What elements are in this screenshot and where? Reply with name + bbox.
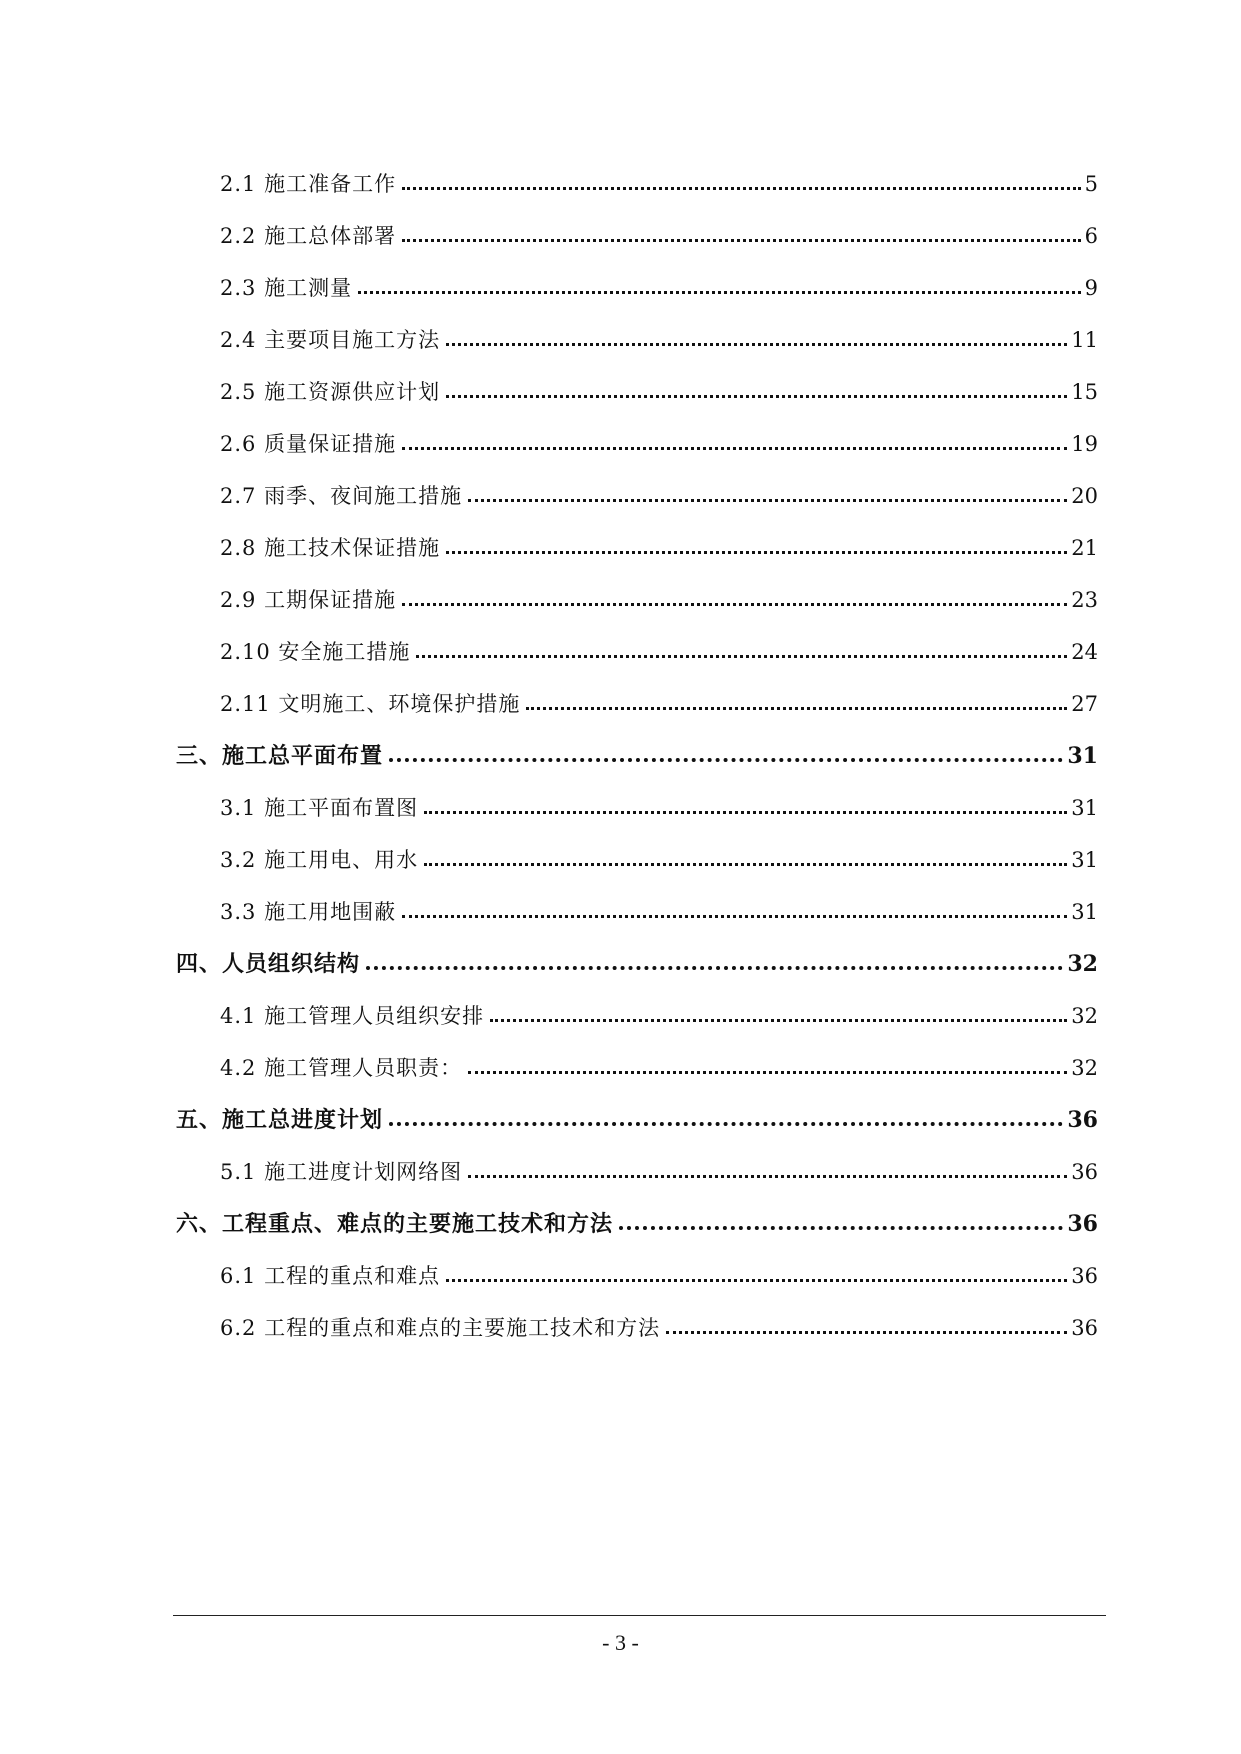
toc-chapter-entry[interactable] <box>0 1094 1241 1146</box>
toc-entry-title: 3.3 施工用地围蔽 <box>220 900 397 924</box>
toc-entry-title: 2.2 施工总体部署 <box>220 224 397 248</box>
toc-entry-title: 6.2 工程的重点和难点的主要施工技术和方法 <box>220 1316 661 1340</box>
toc-entry-title: 3.2 施工用电、用水 <box>220 848 419 872</box>
toc-entry[interactable] <box>0 522 1241 574</box>
toc-entry-page: 23 <box>1071 588 1098 612</box>
toc-dot-leader <box>389 1122 1063 1126</box>
toc-entry[interactable] <box>0 210 1241 262</box>
toc-entry-page: 9 <box>1084 276 1098 300</box>
toc-chapter-entry[interactable] <box>0 1198 1241 1250</box>
toc-entry-page: 36 <box>1071 1160 1098 1184</box>
toc-dot-leader <box>402 603 1067 606</box>
toc-chapter-page: 32 <box>1067 951 1098 977</box>
toc-entry-page: 20 <box>1071 484 1098 508</box>
toc-dot-leader <box>402 239 1081 242</box>
toc-entry-page: 11 <box>1071 328 1098 352</box>
toc-dot-leader <box>446 1279 1067 1282</box>
page-number: - 3 - <box>602 1630 639 1655</box>
toc-entry-page: 36 <box>1071 1264 1098 1288</box>
toc-entry[interactable] <box>0 158 1241 210</box>
toc-dot-leader <box>619 1226 1063 1230</box>
toc-entry-title: 2.5 施工资源供应计划 <box>220 380 441 404</box>
toc-chapter-entry[interactable] <box>0 938 1241 990</box>
toc-entry[interactable] <box>0 470 1241 522</box>
toc-entry[interactable] <box>0 834 1241 886</box>
toc-entry-page: 15 <box>1071 380 1098 404</box>
toc-entry[interactable] <box>0 418 1241 470</box>
toc-chapter-title: 五、施工总进度计划 <box>176 1107 384 1133</box>
toc-entry-page: 31 <box>1071 900 1098 924</box>
toc-entry[interactable] <box>0 626 1241 678</box>
toc-entry-title: 2.9 工期保证措施 <box>220 588 397 612</box>
toc-dot-leader <box>358 291 1081 294</box>
toc-entry-page: 32 <box>1071 1056 1098 1080</box>
toc-entry[interactable] <box>0 886 1241 938</box>
toc-entry-page: 32 <box>1071 1004 1098 1028</box>
toc-chapter-entry[interactable] <box>0 730 1241 782</box>
toc-entry[interactable] <box>0 1146 1241 1198</box>
toc-entry[interactable] <box>0 1302 1241 1354</box>
toc-dot-leader <box>526 707 1067 710</box>
toc-dot-leader <box>446 395 1067 398</box>
toc-dot-leader <box>666 1331 1067 1334</box>
toc-entry-page: 36 <box>1071 1316 1098 1340</box>
toc-entry-title: 4.1 施工管理人员组织安排 <box>220 1004 485 1028</box>
toc-dot-leader <box>468 1175 1067 1178</box>
toc-chapter-page: 36 <box>1067 1107 1098 1133</box>
toc-entry-title: 3.1 施工平面布置图 <box>220 796 419 820</box>
footer-divider <box>173 1615 1106 1616</box>
toc-entry-page: 31 <box>1071 848 1098 872</box>
table-of-contents <box>0 158 1241 1354</box>
toc-dot-leader <box>416 655 1067 658</box>
toc-entry-title: 2.8 施工技术保证措施 <box>220 536 441 560</box>
toc-dot-leader <box>424 811 1067 814</box>
toc-dot-leader <box>424 863 1067 866</box>
toc-dot-leader <box>366 966 1063 970</box>
toc-entry-page: 27 <box>1071 692 1098 716</box>
toc-chapter-page: 31 <box>1067 743 1098 769</box>
toc-entry[interactable] <box>0 678 1241 730</box>
toc-chapter-page: 36 <box>1067 1211 1098 1237</box>
toc-entry[interactable] <box>0 262 1241 314</box>
toc-entry-title: 5.1 施工进度计划网络图 <box>220 1160 463 1184</box>
toc-entry-title: 2.11 文明施工、环境保护措施 <box>220 692 521 716</box>
toc-dot-leader <box>389 758 1063 762</box>
toc-dot-leader <box>490 1019 1067 1022</box>
toc-entry-title: 2.7 雨季、夜间施工措施 <box>220 484 463 508</box>
toc-entry-title: 2.6 质量保证措施 <box>220 432 397 456</box>
toc-entry[interactable] <box>0 314 1241 366</box>
toc-entry[interactable] <box>0 1042 1241 1094</box>
toc-dot-leader <box>468 1071 1067 1074</box>
toc-entry-title: 6.1 工程的重点和难点 <box>220 1264 441 1288</box>
toc-entry-title: 2.3 施工测量 <box>220 276 353 300</box>
toc-dot-leader <box>446 343 1067 346</box>
toc-entry[interactable] <box>0 990 1241 1042</box>
toc-chapter-title: 六、工程重点、难点的主要施工技术和方法 <box>176 1211 614 1237</box>
toc-entry[interactable] <box>0 782 1241 834</box>
toc-dot-leader <box>446 551 1067 554</box>
toc-dot-leader <box>468 499 1067 502</box>
toc-entry-title: 2.1 施工准备工作 <box>220 172 397 196</box>
toc-entry-page: 5 <box>1084 172 1098 196</box>
toc-chapter-title: 四、人员组织结构 <box>176 951 361 977</box>
toc-entry-title: 2.10 安全施工措施 <box>220 640 411 664</box>
toc-entry-title: 2.4 主要项目施工方法 <box>220 328 441 352</box>
toc-entry-page: 19 <box>1071 432 1098 456</box>
toc-entry-title: 4.2 施工管理人员职责： <box>220 1056 463 1080</box>
toc-dot-leader <box>402 187 1081 190</box>
toc-dot-leader <box>402 915 1067 918</box>
toc-entry-page: 31 <box>1071 796 1098 820</box>
toc-chapter-title: 三、施工总平面布置 <box>176 743 384 769</box>
toc-entry[interactable] <box>0 574 1241 626</box>
toc-entry-page: 24 <box>1071 640 1098 664</box>
toc-entry-page: 21 <box>1071 536 1098 560</box>
toc-dot-leader <box>402 447 1067 450</box>
toc-entry-page: 6 <box>1084 224 1098 248</box>
toc-entry[interactable] <box>0 1250 1241 1302</box>
toc-entry[interactable] <box>0 366 1241 418</box>
